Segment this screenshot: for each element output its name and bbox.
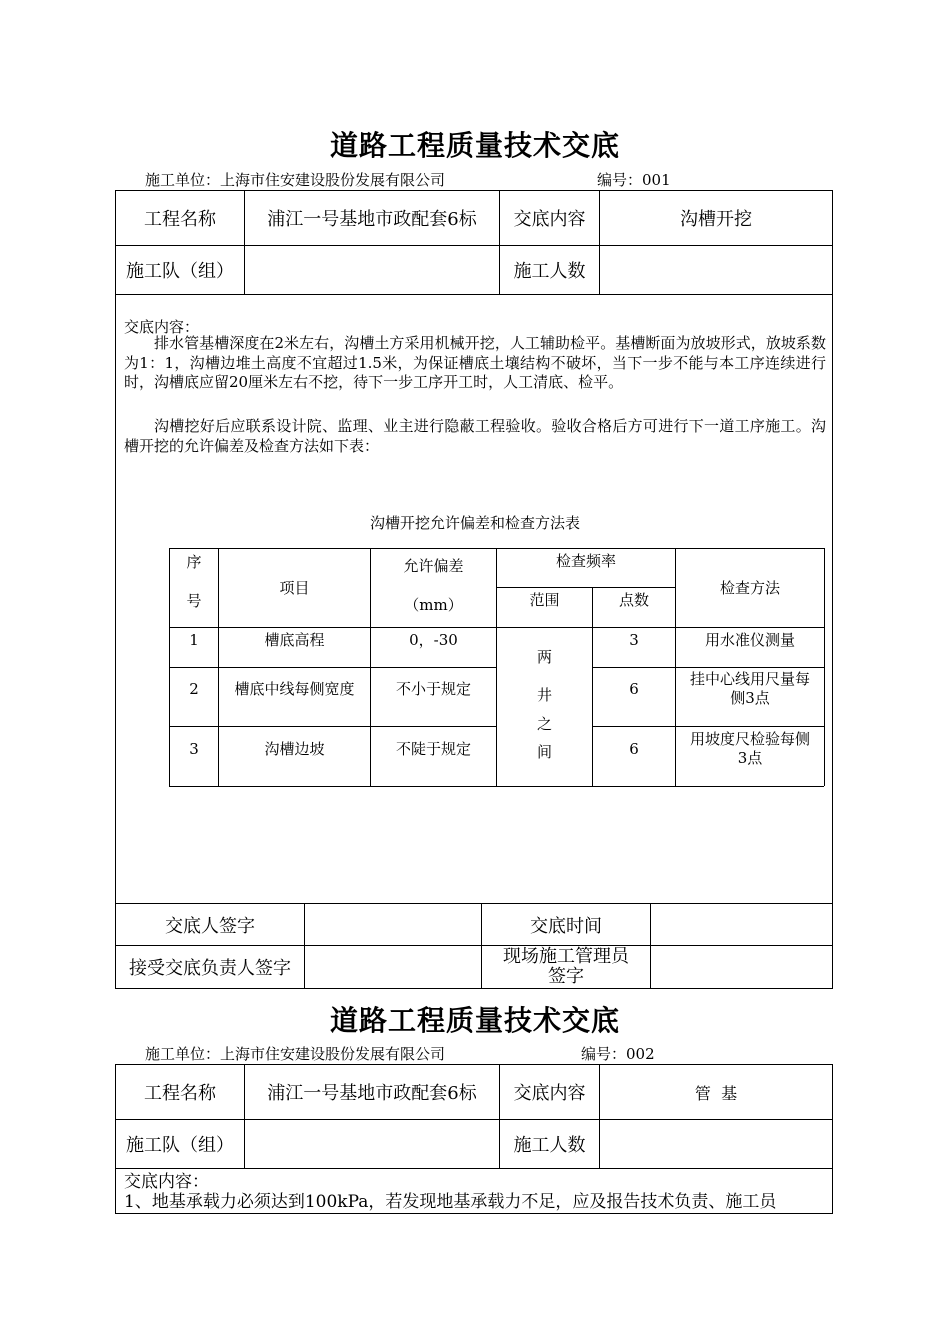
doc2-team-label: 施工队（组）: [126, 1135, 234, 1156]
doc1-project-label: 工程名称: [144, 209, 216, 230]
doc2-number: 编号：002: [581, 1045, 655, 1063]
doc1-paragraph-1: 排水管基槽深度在2米左右，沟槽土方采用机械开挖，人工辅助检平。基槽断面为放坡形式，放坡系数为1：1，沟槽边堆土高度不宜超过1.5米，为保证槽底土壤结构不破坏，当下一步不能与本工序连续进行时，沟槽底应留20厘米左右不挖，待下一步工序开工时，人工清底、检平。: [124, 334, 826, 391]
sign-by-field[interactable]: [305, 904, 481, 945]
doc2-project-value: 浦江一号基地市政配套6标: [267, 1083, 477, 1104]
doc1-workers-label: 施工人数: [513, 261, 586, 282]
row2-points: 6: [629, 680, 639, 698]
sign-by-label: 交底人签字: [165, 915, 255, 937]
doc2-content-value: 管 基: [694, 1083, 738, 1103]
doc2-workers-label: 施工人数: [513, 1135, 586, 1156]
sign-site-label: 现场施工管理员签字: [503, 946, 629, 987]
th-range: 范围: [529, 591, 560, 609]
doc2-title: 道路工程质量技术交底: [329, 1004, 620, 1037]
th-tolerance-1: 允许偏差: [403, 557, 464, 575]
sign-receiver-label: 接受交底负责人签字: [129, 958, 291, 979]
doc1-paragraph-2: 沟槽挖好后应联系设计院、监理、业主进行隐蔽工程验收。验收合格后方可进行下一道工序施工。沟槽开挖的允许偏差及检查方法如下表：: [124, 417, 826, 455]
row2-no: 2: [189, 680, 199, 698]
row1-tolerance: 0，-30: [409, 631, 458, 649]
row3-no: 3: [189, 740, 199, 758]
row3-tolerance: 不陡于规定: [395, 740, 471, 758]
th-item: 项目: [279, 578, 310, 597]
doc2-project-label: 工程名称: [144, 1083, 216, 1104]
sign-time-label: 交底时间: [530, 915, 602, 937]
row1-points: 3: [629, 631, 639, 649]
doc1-team-label: 施工队（组）: [126, 261, 234, 282]
th-method: 检查方法: [719, 578, 780, 597]
doc2-paragraph-1: 1、地基承载力必须达到100kPa，若发现地基承载力不足，应及报告技术负责、施工员: [124, 1192, 777, 1212]
range-char-1: 两: [536, 648, 552, 666]
th-tolerance-2: （mm）: [404, 596, 463, 614]
table-caption: 沟槽开挖允许偏差和检查方法表: [369, 514, 580, 532]
doc1-body-heading: 交底内容：: [124, 318, 200, 336]
range-char-4: 间: [536, 743, 552, 761]
row1-method: 用水准仪测量: [704, 631, 795, 649]
th-no-1: 序: [186, 553, 202, 571]
sign-receiver-field[interactable]: [305, 946, 481, 988]
row2-tolerance: 不小于规定: [395, 680, 471, 698]
doc1-unit: 施工单位：上海市住安建设股份发展有限公司: [145, 171, 446, 189]
row3-item: 沟槽边坡: [264, 740, 325, 758]
doc1-workers-value: [600, 246, 832, 294]
row3-points: 6: [629, 740, 639, 758]
doc2-content-label: 交底内容: [513, 1083, 586, 1104]
th-frequency: 检查频率: [555, 552, 616, 570]
row1-no: 1: [189, 631, 199, 649]
doc1-number: 编号：001: [597, 171, 671, 189]
doc1-content-label: 交底内容: [513, 209, 586, 230]
row1-item: 槽底高程: [264, 631, 325, 649]
doc2-body-heading: 交底内容：: [124, 1172, 209, 1192]
row2-method: 挂中心线用尺量每侧3点: [689, 670, 810, 707]
doc1-content-value: 沟槽开挖: [680, 209, 752, 230]
sign-time-field[interactable]: [651, 904, 832, 945]
doc1-title: 道路工程质量技术交底: [329, 129, 620, 162]
range-char-3: 之: [536, 715, 552, 733]
th-points: 点数: [618, 591, 649, 609]
row2-item: 槽底中线每侧宽度: [234, 680, 355, 698]
range-char-2: 井: [536, 686, 552, 704]
sign-site-field[interactable]: [651, 946, 832, 988]
th-no-2: 号: [186, 592, 202, 610]
doc1-project-value: 浦江一号基地市政配套6标: [267, 209, 477, 230]
doc2-unit: 施工单位：上海市住安建设股份发展有限公司: [145, 1045, 446, 1063]
row3-method: 用坡度尺检验每侧3点: [689, 730, 810, 767]
doc1-team-value: [245, 246, 499, 294]
